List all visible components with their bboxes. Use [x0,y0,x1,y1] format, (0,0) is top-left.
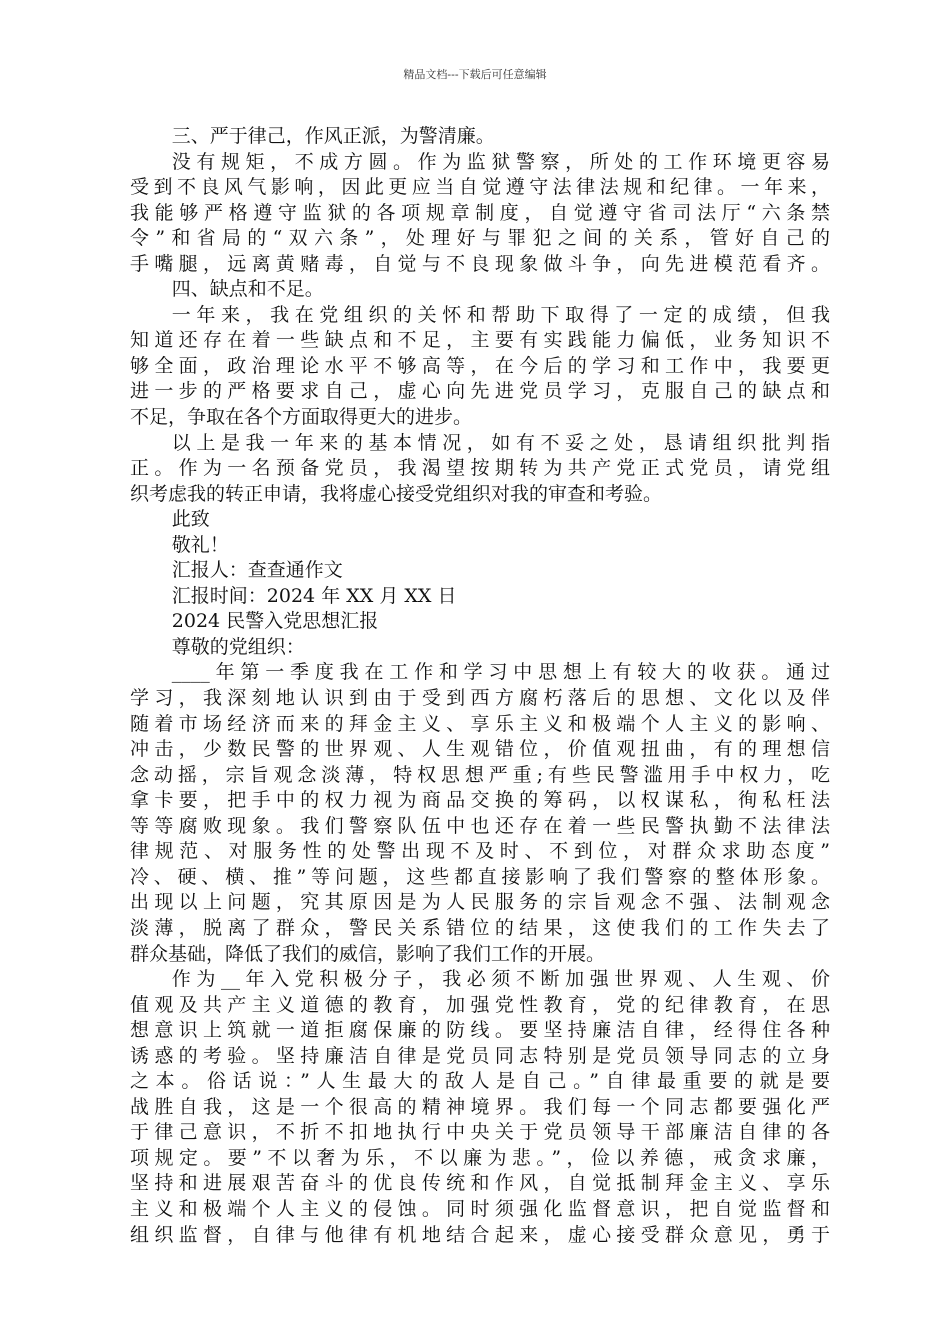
text-line: 知道还存在着一些缺点和不足，主要有实践能力偏低，业务知识不 [130,329,830,352]
text-line: 于律己意识，不折不扣地执行中央关于党员领导干部廉洁自律的各 [130,1121,830,1144]
text-line: 冲击，少数民警的世界观、人生观错位，价值观扭曲，有的理想信 [130,738,830,761]
text-line: ____年第一季度我在工作和学习中思想上有较大的收获。通过 [171,661,830,684]
text-line: 我能够严格遵守监狱的各项规章制度，自觉遵守省司法厅“六条禁 [130,201,830,224]
text-line: 三、严于律己，作风正派，为警清廉。 [171,125,495,147]
text-line: 四、缺点和不足。 [171,278,324,301]
document-body [130,124,830,1248]
text-line: 尊敬的党组织： [171,635,305,658]
text-line: 冷、硬、横、推”等问题，这些都直接影响了我们警察的整体形象。 [130,865,830,888]
text-line: 令”和省局的“双六条”，处理好与罪犯之间的关系，管好自己的 [130,227,830,250]
text-line: 等等腐败现象。我们警察队伍中也还存在着一些民警执勤不法律法 [130,814,830,837]
text-line: 一年来，我在党组织的关怀和帮助下取得了一定的成绩，但我 [171,303,830,326]
text-line: 受到不良风气影响，因此更应当自觉遵守法律法规和纪律。一年来， [130,176,830,199]
text-line: 坚持和进展艰苦奋斗的优良传统和作风，自觉抵制拜金主义、享乐 [130,1172,830,1195]
text-line: 值观及共产主义道德的教育，加强党性教育，党的纪律教育，在思 [130,993,830,1016]
text-line: 敬礼！ [171,533,229,556]
text-line: 律规范、对服务性的处警出现不及时、不到位，对群众求助态度” [130,840,830,863]
text-line: 之本。俗话说：”人生最大的敌人是自己。”自律最重要的就是要 [130,1070,830,1093]
text-line: 正。作为一名预备党员，我渴望按期转为共产党正式党员，请党组 [130,457,830,480]
text-line: 组织监督，自律与他律有机地结合起来，虚心接受群众意见，勇于 [130,1223,830,1246]
text-line: 手嘴腿，远离黄赌毒，自觉与不良现象做斗争，向先进模范看齐。 [130,252,830,275]
text-line: 出现以上问题，究其原因是为人民服务的宗旨观念不强、法制观念 [130,891,830,914]
text-line: 2024 民警入党思想汇报 [171,610,379,633]
text-line: 作为__年入党积极分子，我必须不断加强世界观、人生观、价 [171,968,830,991]
text-line: 拿卡要，把手中的权力视为商品交换的筹码，以权谋私，徇私枉法 [130,789,830,812]
text-line: 织考虑我的转正申请，我将虚心接受党组织对我的审查和考验。 [130,482,663,505]
text-line: 战胜自我，这是一个很高的精神境界。我们每一个同志都要强化严 [130,1095,830,1118]
text-line: 以上是我一年来的基本情况，如有不妥之处，恳请组织批判指 [171,431,830,454]
text-line: 没有规矩，不成方圆。作为监狱警察，所处的工作环境更容易 [171,150,830,173]
text-line: 汇报人：查查通作文 [171,559,343,582]
text-line: 想意识上筑就一道拒腐保廉的防线。要坚持廉洁自律，经得住各种 [130,1019,830,1042]
text-line: 不足，争取在各个方面取得更大的进步。 [130,406,473,429]
text-line: 淡薄，脱离了群众，警民关系错位的结果，这使我们的工作失去了 [130,916,830,939]
text-line: 群众基础，降低了我们的威信，影响了我们工作的开展。 [130,942,606,965]
text-line: 随着市场经济而来的拜金主义、享乐主义和极端个人主义的影响、 [130,712,830,735]
text-line: 进一步的严格要求自己，虚心向先进党员学习，克服自己的缺点和 [130,380,830,403]
text-line: 此致 [171,508,210,531]
page-header: 精品文档---下载后可任意编辑 [403,68,547,81]
text-line: 诱惑的考验。坚持廉洁自律是党员同志特别是党员领导同志的立身 [130,1044,830,1067]
text-line: 项规定。要”不以奢为乐，不以廉为悲。”，俭以养德，戒贪求廉， [130,1146,830,1169]
text-line: 够全面，政治理论水平不够高等，在今后的学习和工作中，我要更 [130,354,830,377]
text-line: 念动摇，宗旨观念淡薄，特权思想严重;有些民警滥用手中权力，吃 [130,763,830,786]
text-line: 主义和极端个人主义的侵蚀。同时须强化监督意识，把自觉监督和 [130,1197,830,1220]
text-line: 汇报时间：2024 年 XX 月 XX 日 [171,584,457,607]
text-line: 学习，我深刻地认识到由于受到西方腐朽落后的思想、文化以及伴 [130,687,830,710]
